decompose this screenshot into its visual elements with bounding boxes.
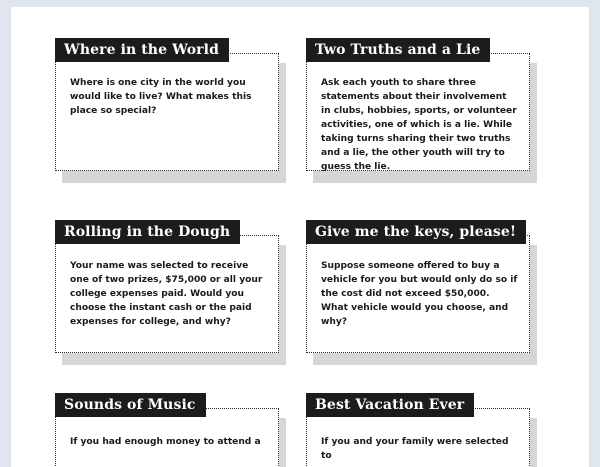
card-title: Give me the keys, please! (306, 220, 526, 244)
card-text: Where is one city in the world you would like to live? What makes this place so special? (70, 78, 252, 116)
card-text: If you and your family were selected to (321, 437, 509, 461)
card-title: Rolling in the Dough (55, 220, 240, 244)
card-text: Your name was selected to receive one of two prizes, $75,000 or all your college expenses paid. Would you choose the instant cash or the paid expenses for college, and why? (70, 261, 263, 327)
card-title: Best Vacation Ever (306, 393, 474, 417)
card-title: Sounds of Music (55, 393, 206, 417)
card-text: Suppose someone offered to buy a vehicle for you but would only do so if the cost did not exceed $50,000. What vehicle would you choose, and why? (321, 261, 518, 327)
card-text: Ask each youth to share three statements about their involvement in clubs, hobbies, sports, or volunteer activities, one of which is a lie. While taking turns sharing their two truths and a lie, the other youth will try to guess the lie. (321, 78, 517, 172)
worksheet-page (11, 7, 589, 467)
card-text: If you had enough money to attend a (70, 437, 261, 447)
card-title: Two Truths and a Lie (306, 38, 490, 62)
card-title: Where in the World (55, 38, 229, 62)
